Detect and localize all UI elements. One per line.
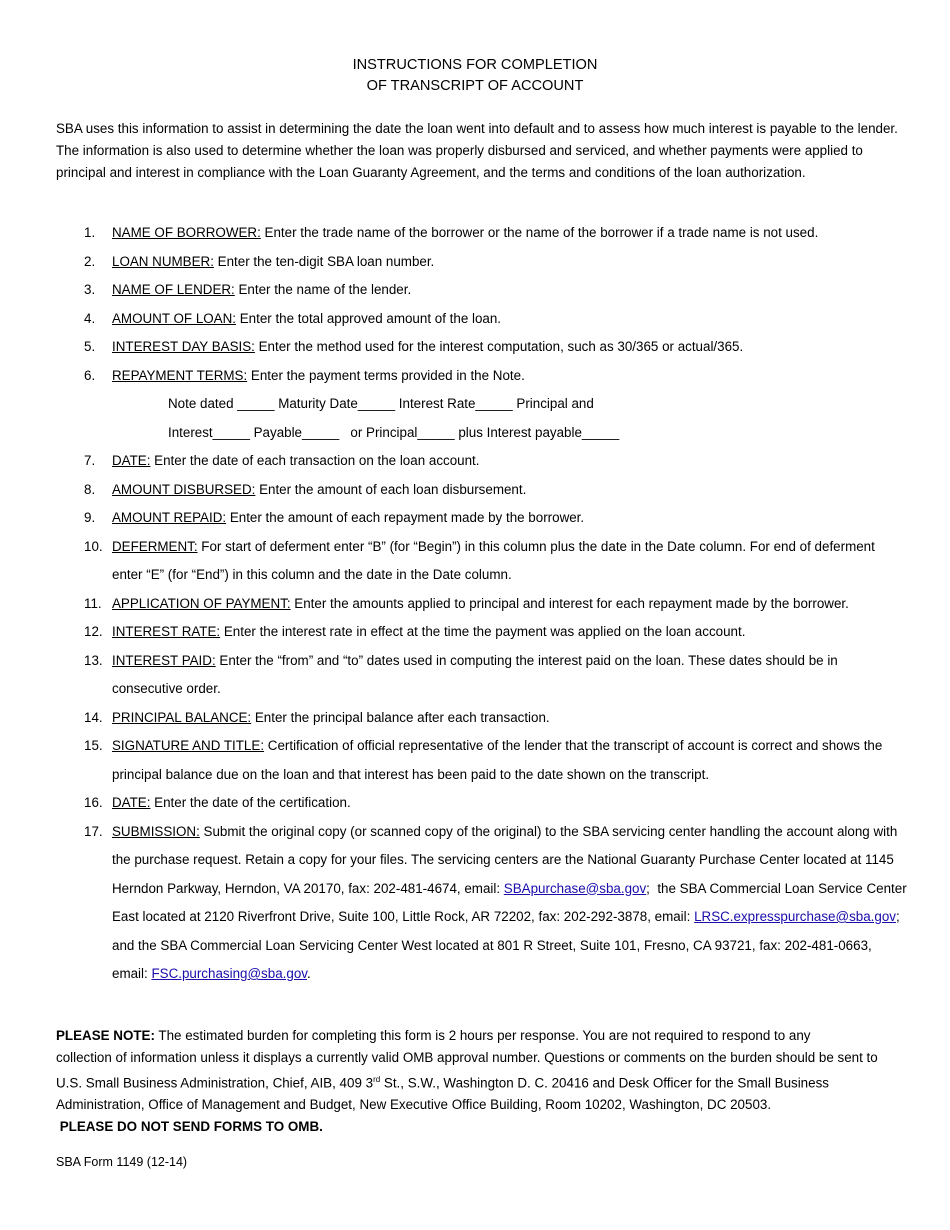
item-text: Enter the total approved amount of the loan. [236,310,502,326]
item-text: Enter the ten-digit SBA loan number. [213,253,435,269]
submission-text-1: Submit the original copy (or scanned copy of the original) to the SBA servicing center handling the account along with the purchase request. Retain a copy for your files. The servicing centers are the National Guaranty Purchase Center located at 1145 Herndon Parkway, Herndon, VA 20170, fax: 202-481-4674, email: [112,823,898,896]
item-label: AMOUNT OF LOAN: [112,310,237,326]
item-label: NAME OF LENDER: [112,282,235,297]
item-text: Enter the date of each transaction on the loan account. [150,453,480,468]
document-title [0,55,950,97]
list-item [0,704,950,733]
item-label: INTEREST PAID: [112,652,216,668]
item-text: For start of deferment enter “B” (for “Begin”) in this column plus the date in the Date column. For end of deferment enter “E” (for “End”) in this column and the date in the Date column. [112,538,875,582]
title-line-2: OF TRANSCRIPT OF ACCOUNT [366,78,584,94]
item-label: DEFERMENT: [112,538,198,554]
item-text: Enter the principal balance after each transaction. [251,709,550,725]
title-line-1: INSTRUCTIONS FOR COMPLETION [352,57,598,73]
item-text: Enter the date of the certification. [150,795,351,810]
item-text: Enter the interest rate in effect at the time the payment was applied on the loan account. [220,624,746,639]
list-item [0,305,950,334]
note-line-3b: St., S.W., Washington D. C. 20416 and Desk Officer for the Small Business [380,1075,829,1091]
item-number: 8. [84,481,96,497]
item-number: 3. [84,282,96,297]
item-label: APPLICATION OF PAYMENT: [112,595,291,611]
item-number: 15. [84,738,103,753]
item-text: Enter the name of the lender. [234,282,412,297]
item-number: 13. [84,652,103,668]
item-label: REPAYMENT TERMS: [112,367,248,383]
submission-text-4: . [306,966,311,981]
item-label: NAME OF BORROWER: [112,225,261,240]
item-label: INTEREST RATE: [112,624,221,639]
submission-text-3: ; and the SBA Commercial Loan Servicing Center West located at 801 R Street, Suite 101, Fresno, CA 93721, fax: 202-481-0663, email: [112,909,900,981]
email-link-lrsc[interactable]: LRSC.expresspurchase@sba.gov [694,909,896,924]
note-line-3a: U.S. Small Business Administration, Chief, AIB, 409 3 [56,1075,374,1091]
list-item [0,219,950,248]
item-text: Enter the amounts applied to principal and interest for each repayment made by the borrower. [290,595,849,611]
item-number: 17. [84,823,103,839]
item-number: 11. [84,595,102,611]
note-line-4: Administration, Office of Management and Budget, New Executive Office Building, Room 10202, Washington, DC 20503. [56,1097,772,1113]
list-item [0,447,950,476]
item-text: Enter the payment terms provided in the Note. [247,367,525,383]
item-number: 2. [84,253,96,269]
list-item [0,732,950,789]
note-line-2: collection of information unless it displays a currently valid OMB approval number. Questions or comments on the burden should be sent to [56,1050,878,1065]
item-text: Enter the amount of each loan disbursement. [255,481,527,497]
list-item [0,333,950,362]
repayment-line-1: Note dated _____ Maturity Date_____ Interest Rate_____ Principal and [168,396,594,411]
omb-warning: PLEASE DO NOT SEND FORMS TO OMB. [56,1119,323,1135]
item-number: 1. [84,225,96,240]
item-label: INTEREST DAY BASIS: [112,339,255,354]
list-item [0,504,950,533]
list-item [0,789,950,818]
item-label: AMOUNT REPAID: [112,510,227,525]
item-label: LOAN NUMBER: [112,253,214,269]
item-number: 4. [84,310,96,326]
list-item-submission [0,818,950,989]
item-number: 16. [84,795,103,810]
item-label: DATE: [112,795,151,810]
note-line-1: The estimated burden for completing this form is 2 hours per response. You are not required to respond to any [154,1028,811,1043]
repayment-line-2: Interest_____ Payable_____ or Principal_____ plus Interest payable_____ [168,424,620,440]
submission-text-2: ; the SBA Commercial Loan Service Center East located at 2120 Riverfront Drive, Suite 100, Little Rock, AR 72202, fax: 202-292-3878, email: [112,880,911,924]
item-label: AMOUNT DISBURSED: [112,481,256,497]
item-label: SUBMISSION: [112,823,200,839]
email-link-sbapurchase[interactable]: SBApurchase@sba.gov [503,880,647,896]
email-link-fsc[interactable]: FSC.purchasing@sba.gov [151,966,307,981]
list-item [0,248,950,277]
list-item [0,476,950,505]
list-item [0,533,950,590]
item-number: 10. [84,538,103,554]
list-item [0,647,950,704]
item-number: 6. [84,367,96,383]
item-label: DATE: [112,453,151,468]
item-text: Enter the trade name of the borrower or the name of the borrower if a trade name is not used. [260,225,819,240]
list-item [0,590,950,619]
burden-note [56,1025,946,1138]
item-number: 5. [84,339,96,354]
item-number: 9. [84,510,96,525]
note-line-3-sup: rd [373,1075,381,1084]
item-number: 7. [84,453,96,468]
list-item [0,362,950,448]
item-label: PRINCIPAL BALANCE: [112,709,252,725]
item-text: Certification of official representative of the lender that the transcript of account is correct and shows the principal balance due on the loan and that interest has been paid to the date shown on the transcript. [112,738,883,782]
instruction-list [0,219,950,989]
item-text: Enter the amount of each repayment made by the borrower. [226,510,585,525]
intro-paragraph: SBA uses this information to assist in determining the date the loan went into default and to assess how much interest is payable to the lender. The information is also used to determine whether the loan was properly disbursed and serviced, and whether payments were applied to principal and interest in compliance with the Loan Guaranty Agreement, and the terms and conditions of the loan authorization. [56,121,898,180]
item-number: 12. [84,624,103,639]
item-text: Enter the method used for the interest computation, such as 30/365 or actual/365. [254,339,744,354]
list-item [0,276,950,305]
item-label: SIGNATURE AND TITLE: [112,738,265,753]
item-text: Enter the “from” and “to” dates used in computing the interest paid on the loan. These dates should be in consecutive order. [112,652,838,696]
note-label: PLEASE NOTE: [56,1028,155,1043]
item-number: 14. [84,709,103,725]
list-item [0,618,950,647]
form-number: SBA Form 1149 (12-14) [56,1155,188,1169]
